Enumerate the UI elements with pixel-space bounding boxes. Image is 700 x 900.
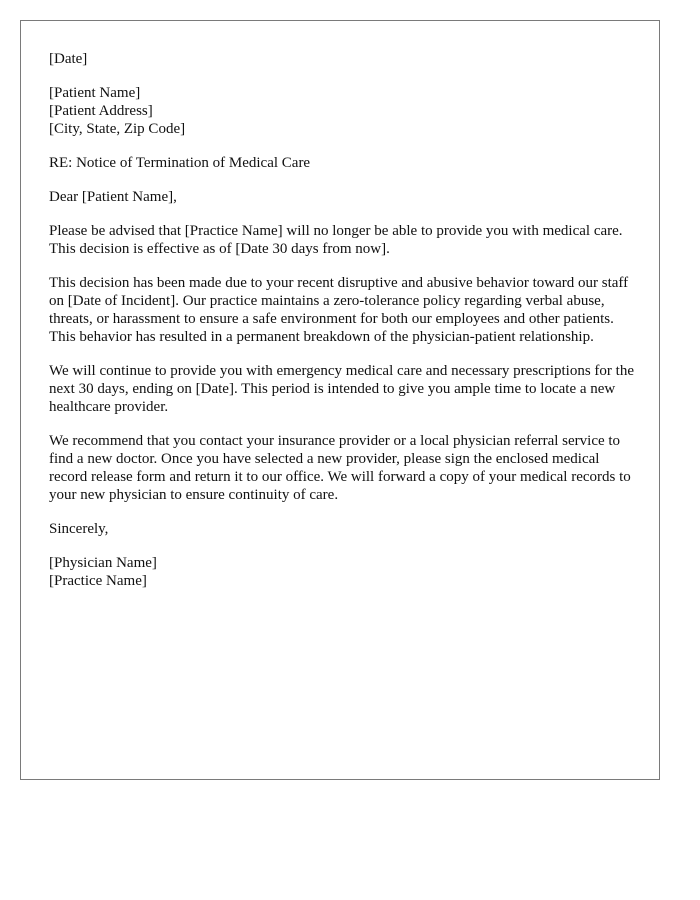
signature-practice-name: [Practice Name] bbox=[49, 573, 147, 589]
signature-physician-name: [Physician Name] bbox=[49, 555, 157, 571]
letter-date: [Date] bbox=[49, 51, 88, 67]
signature-block bbox=[49, 554, 639, 590]
recipient-block bbox=[49, 84, 639, 138]
recipient-address: [Patient Address] bbox=[49, 103, 153, 119]
letter-paragraph: This decision has been made due to your recent disruptive and abusive behavior toward our staff on [Date of Incident]. Our practice maintains a zero-tolerance policy regarding verbal abuse, threats, or harassment to ensure a safe environment for both our employees and other patients. This behavior has resulted in a permanent breakdown of the physician-patient relationship. bbox=[49, 275, 629, 345]
letter-subject: RE: Notice of Termination of Medical Care bbox=[49, 155, 311, 171]
recipient-city-state-zip: [City, State, Zip Code] bbox=[49, 121, 186, 137]
letter-page bbox=[20, 20, 660, 780]
letter-salutation: Dear [Patient Name], bbox=[49, 189, 177, 205]
letter-paragraph: We will continue to provide you with emergency medical care and necessary prescriptions for the next 30 days, ending on [Date]. This period is intended to give you ample time to locate a new healthcare provider. bbox=[49, 363, 634, 415]
letter-paragraph: We recommend that you contact your insurance provider or a local physician referral service to find a new doctor. Once you have selected a new provider, please sign the enclosed medical record release form and return it to our office. We will forward a copy of your medical records to your new physician to ensure continuity of care. bbox=[49, 433, 631, 503]
letter-body bbox=[49, 50, 639, 606]
letter-closing: Sincerely, bbox=[49, 521, 109, 537]
recipient-name: [Patient Name] bbox=[49, 85, 141, 101]
letter-paragraph: Please be advised that [Practice Name] will no longer be able to provide you with medical care. This decision is effective as of [Date 30 days from now]. bbox=[49, 223, 623, 257]
